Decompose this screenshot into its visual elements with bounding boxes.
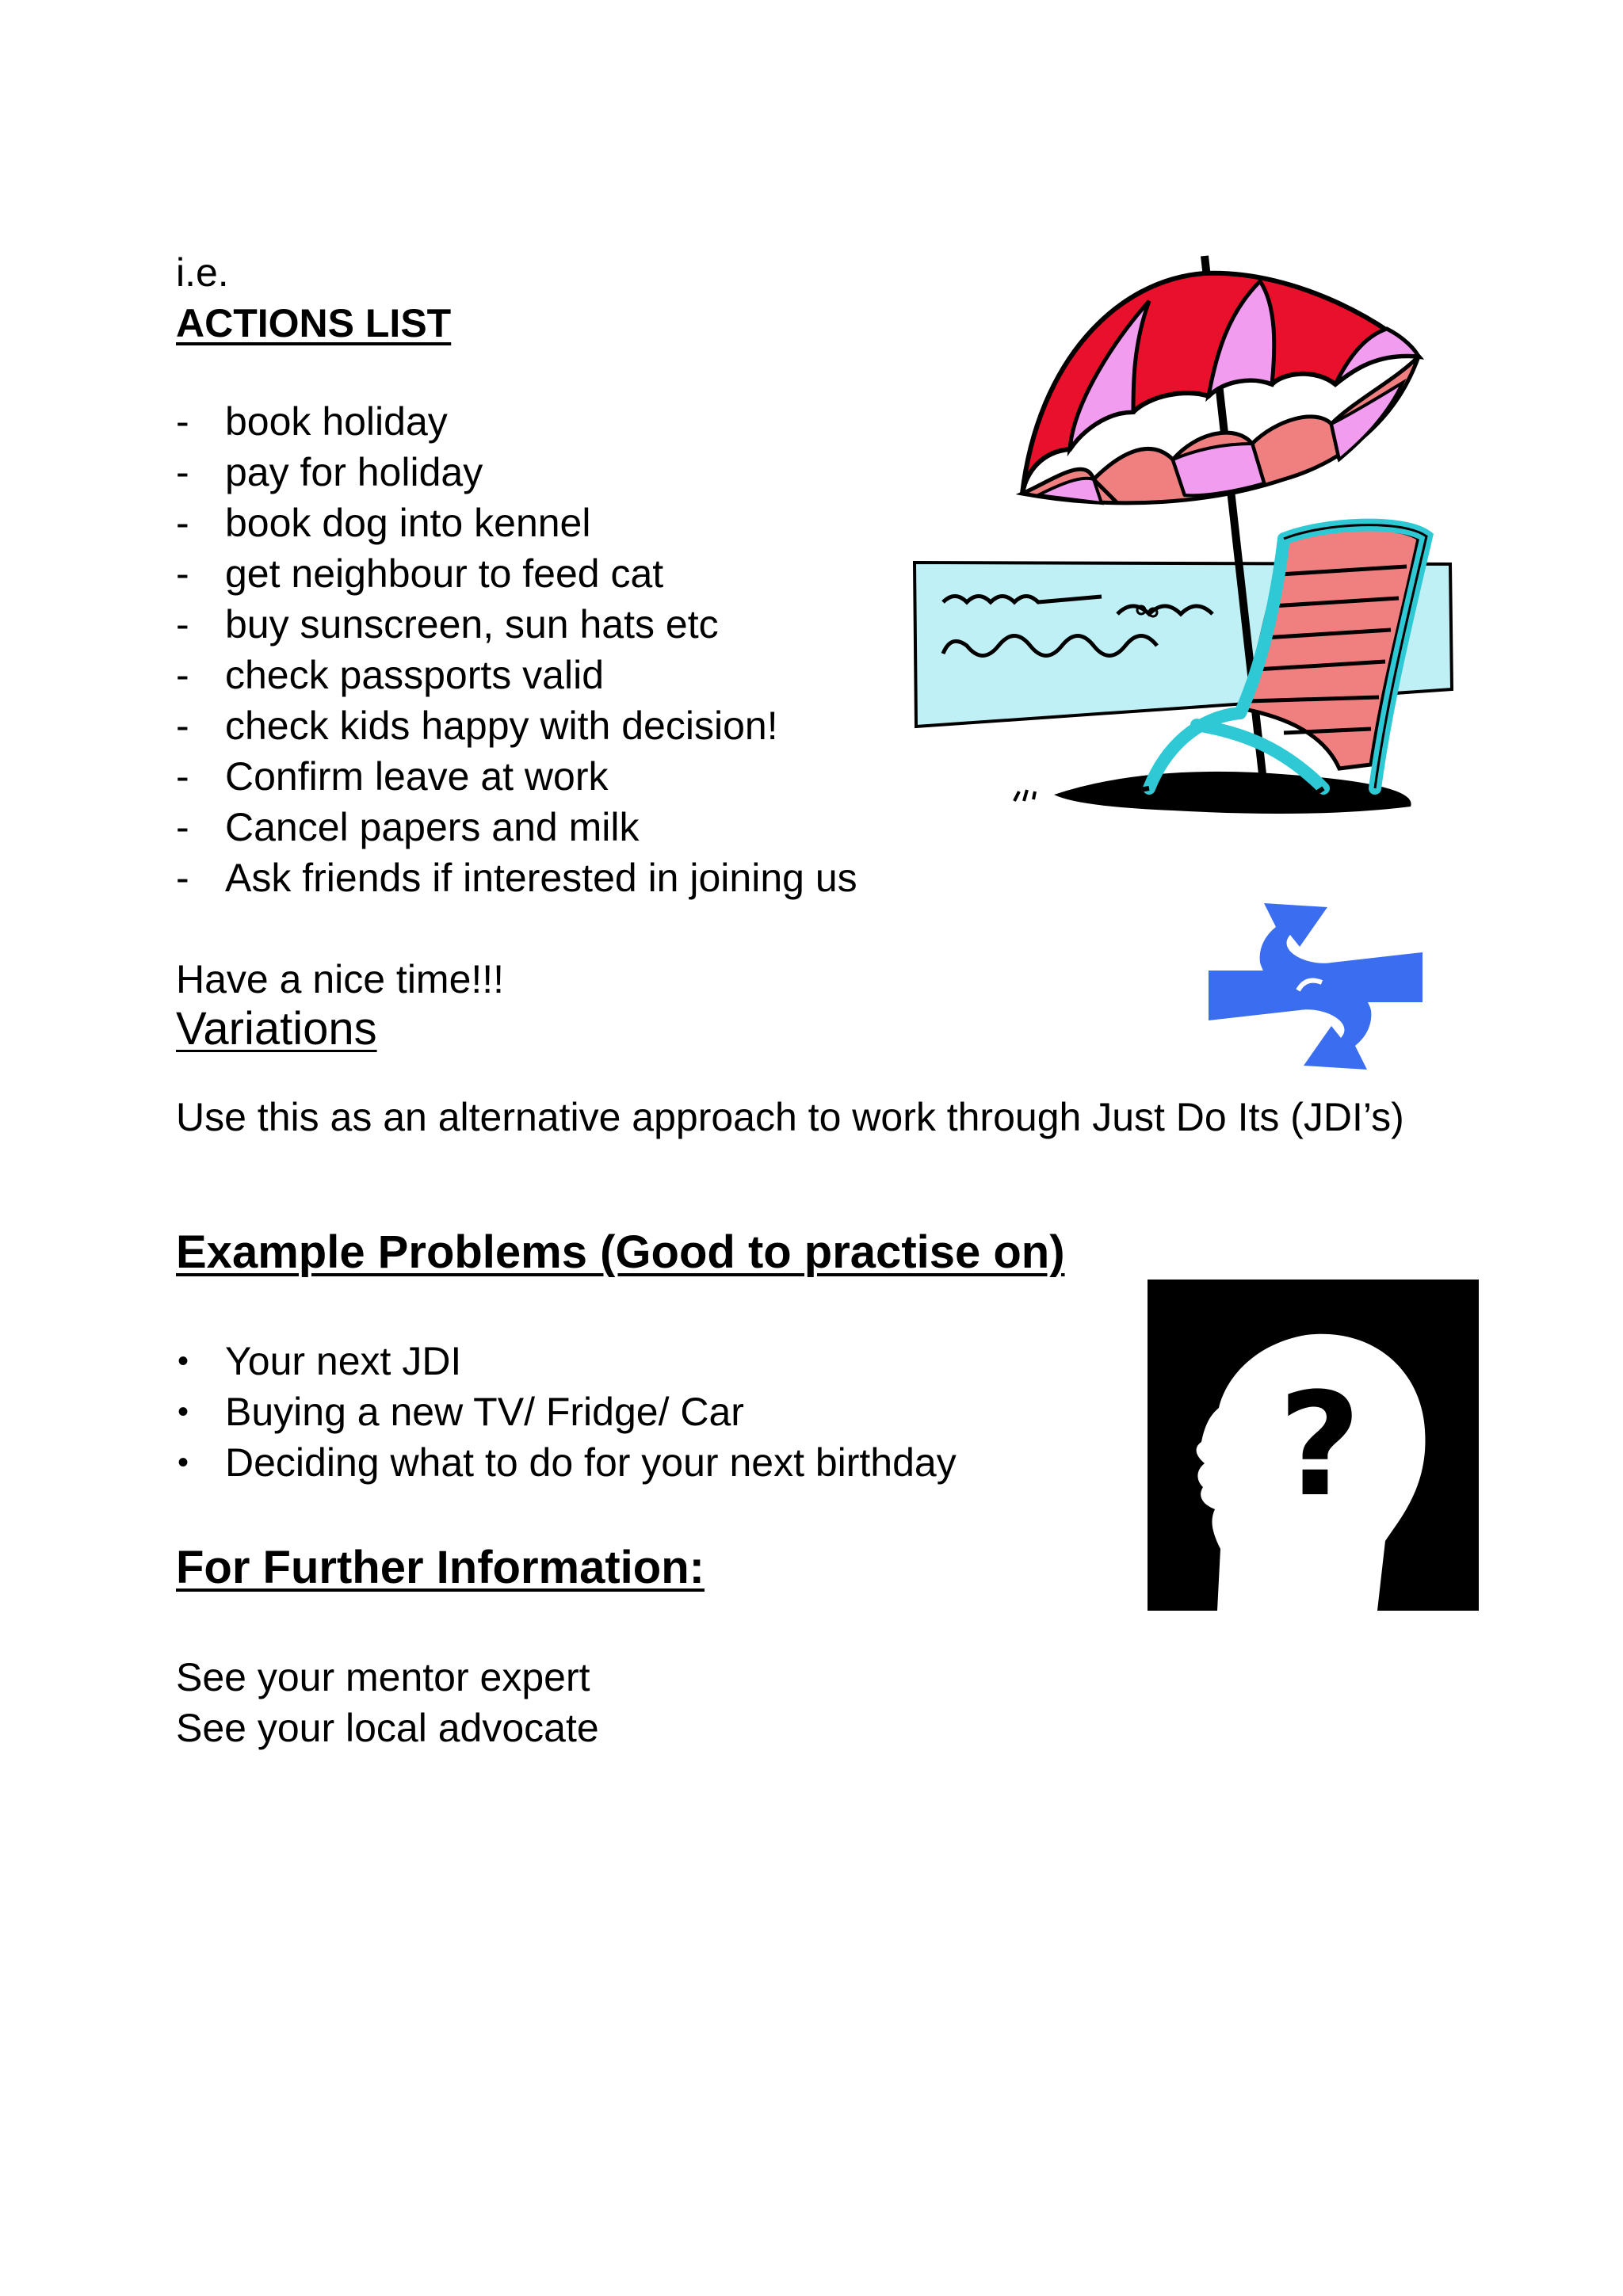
list-marker: - [176, 602, 189, 646]
example-problems-list [176, 1336, 957, 1488]
list-item [176, 447, 857, 498]
list-item-label: Buying a new TV/ Fridge/ Car [225, 1390, 744, 1434]
question-head-icon [1148, 1280, 1479, 1611]
list-item [176, 802, 857, 852]
variations-text: Use this as an alternative approach to work through Just Do Its (JDI’s) [176, 1095, 1404, 1139]
further-line-mentor: See your mentor expert [176, 1655, 590, 1699]
list-item [176, 599, 857, 650]
list-marker: - [176, 704, 189, 748]
actions-list-heading: ACTIONS LIST [176, 301, 452, 345]
bullet: • [178, 1344, 189, 1379]
list-item-label: book holiday [225, 399, 448, 444]
list-item-label: Deciding what to do for your next birthday [225, 1440, 957, 1485]
variations-heading: Variations [176, 1003, 377, 1055]
blue-exchange-arrows-icon [1205, 903, 1426, 1070]
list-item [176, 548, 857, 599]
beach-umbrella-chair-illustration [911, 242, 1458, 860]
list-item-label: Your next JDI [225, 1339, 462, 1383]
list-item [176, 1386, 957, 1437]
list-marker: - [176, 399, 189, 444]
list-item-label: check passports valid [225, 653, 605, 697]
list-marker: - [176, 856, 189, 900]
list-item [176, 1336, 957, 1386]
list-item [176, 1437, 957, 1488]
list-marker: - [176, 754, 189, 799]
example-problems-heading: Example Problems (Good to practise on) [176, 1226, 1065, 1278]
list-item [176, 650, 857, 700]
list-marker: - [176, 551, 189, 596]
list-item-label: check kids happy with decision! [225, 704, 778, 748]
list-marker: - [176, 805, 189, 849]
list-marker: - [176, 501, 189, 545]
list-item [176, 396, 857, 447]
intro-text: i.e. [176, 250, 229, 295]
list-marker: - [176, 450, 189, 494]
list-item-label: pay for holiday [225, 450, 483, 494]
list-item-label: buy sunscreen, sun hats etc [225, 602, 719, 646]
list-item [176, 700, 857, 751]
actions-list [176, 396, 857, 903]
further-information-heading: For Further Information: [176, 1542, 705, 1593]
bullet: • [178, 1394, 189, 1429]
closing-text: Have a nice time!!! [176, 957, 505, 1001]
list-item-label: Cancel papers and milk [225, 805, 640, 849]
list-item-label: book dog into kennel [225, 501, 591, 545]
list-item-label: Confirm leave at work [225, 754, 609, 799]
bullet: • [178, 1445, 189, 1480]
list-item-label: Ask friends if interested in joining us [225, 856, 857, 900]
list-item [176, 498, 857, 548]
list-item-label: get neighbour to feed cat [225, 551, 664, 596]
list-marker: - [176, 653, 189, 697]
list-item [176, 751, 857, 802]
further-line-advocate: See your local advocate [176, 1706, 599, 1750]
list-item [176, 852, 857, 903]
question-mark: ? [1278, 1363, 1361, 1528]
